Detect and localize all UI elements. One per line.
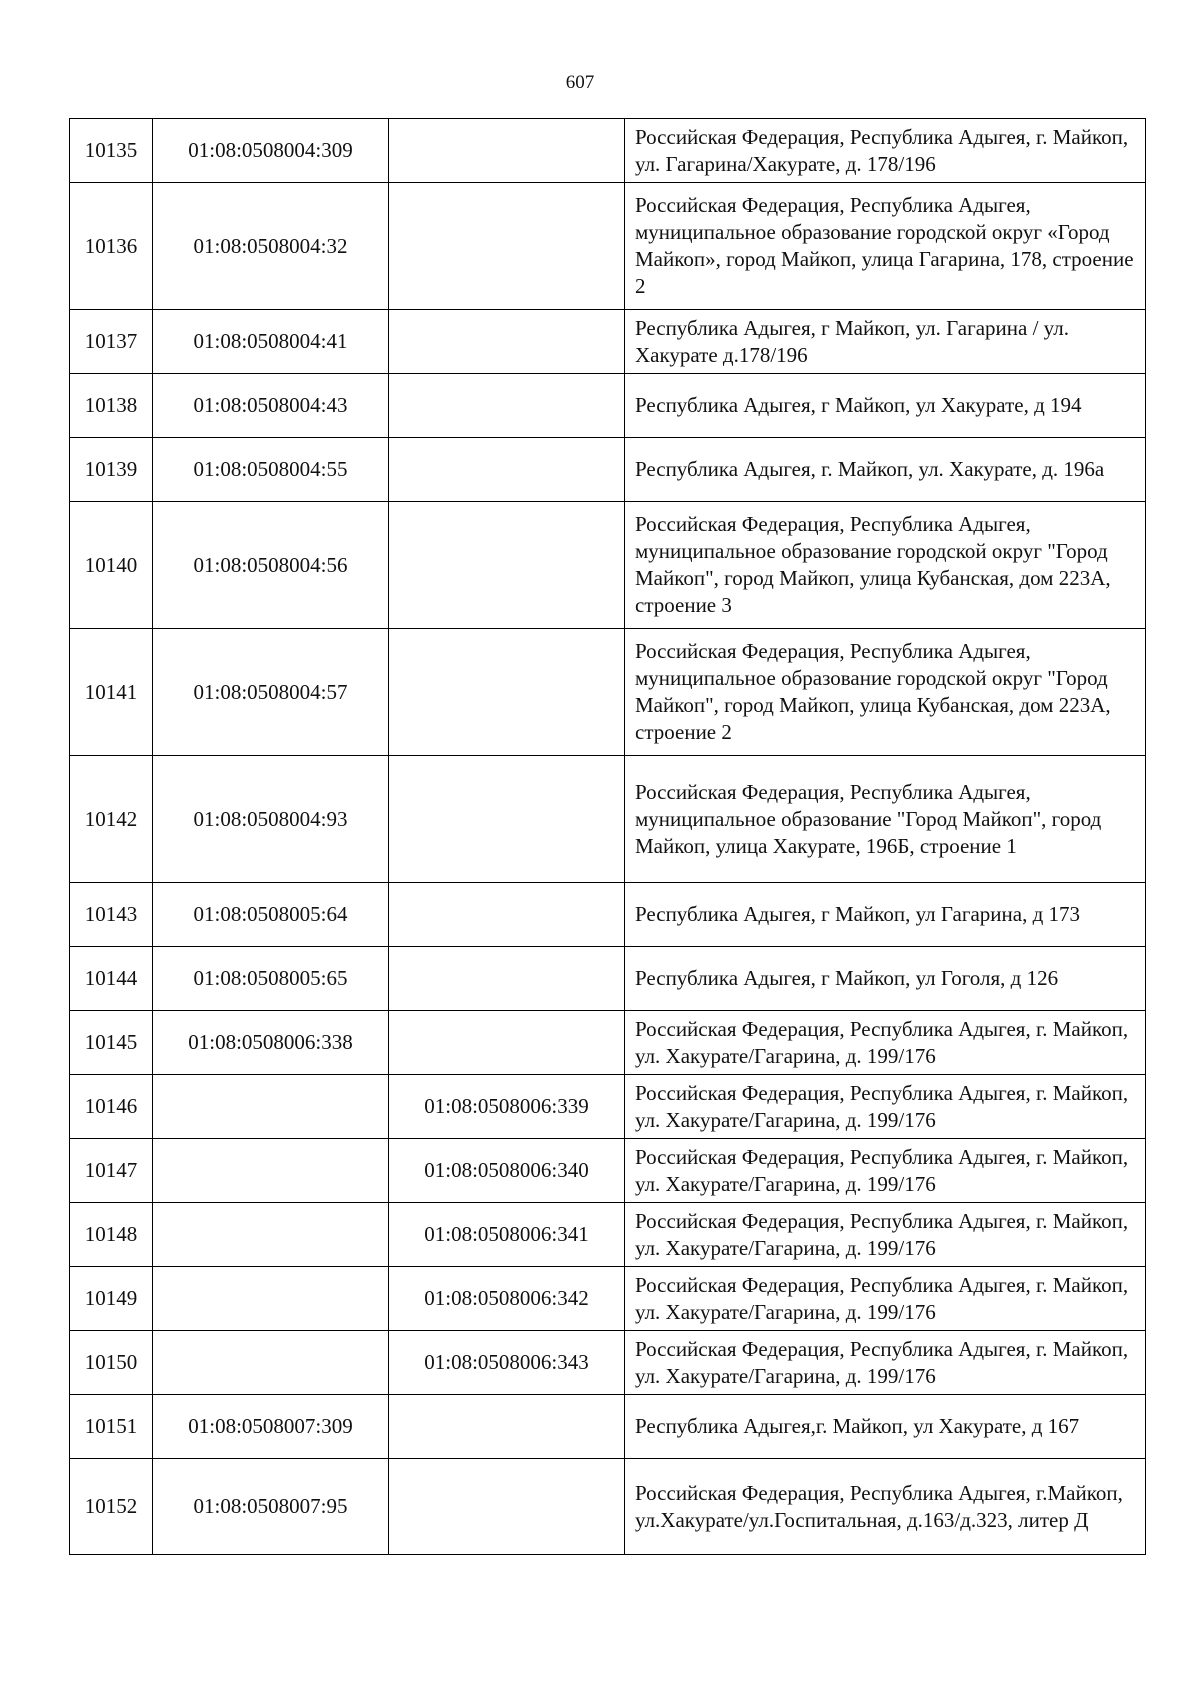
page-number: 607 [565, 72, 595, 93]
parcel-cadastral-number: 01:08:0508005:65 [153, 947, 389, 1011]
building-cadastral-number [389, 502, 625, 629]
row-number: 10144 [70, 947, 153, 1011]
building-cadastral-number [389, 1395, 625, 1459]
address-cell: Республика Адыгея, г Майкоп, ул. Гагарина / ул. Хакурате д.178/196 [625, 310, 1146, 374]
parcel-cadastral-number: 01:08:0508004:93 [153, 756, 389, 883]
parcel-cadastral-number: 01:08:0508006:338 [153, 1011, 389, 1075]
building-cadastral-number [389, 310, 625, 374]
table-row [70, 1075, 1146, 1139]
building-cadastral-number [389, 1459, 625, 1555]
row-number: 10150 [70, 1331, 153, 1395]
building-cadastral-number: 01:08:0508006:341 [389, 1203, 625, 1267]
parcel-cadastral-number: 01:08:0508007:309 [153, 1395, 389, 1459]
parcel-cadastral-number [153, 1331, 389, 1395]
table-row [70, 1139, 1146, 1203]
table-row [70, 947, 1146, 1011]
row-number: 10136 [70, 183, 153, 310]
row-number: 10147 [70, 1139, 153, 1203]
row-number: 10140 [70, 502, 153, 629]
row-number: 10139 [70, 438, 153, 502]
table-row [70, 183, 1146, 310]
row-number: 10141 [70, 629, 153, 756]
address-cell: Российская Федерация, Республика Адыгея, г. Майкоп, ул. Хакурате/Гагарина, д. 199/176 [625, 1331, 1146, 1395]
row-number: 10151 [70, 1395, 153, 1459]
building-cadastral-number: 01:08:0508006:343 [389, 1331, 625, 1395]
table-row [70, 374, 1146, 438]
parcel-cadastral-number: 01:08:0508004:41 [153, 310, 389, 374]
parcel-cadastral-number [153, 1075, 389, 1139]
parcel-cadastral-number: 01:08:0508005:64 [153, 883, 389, 947]
row-number: 10142 [70, 756, 153, 883]
address-cell: Республика Адыгея,г. Майкоп, ул Хакурате, д 167 [625, 1395, 1146, 1459]
building-cadastral-number [389, 883, 625, 947]
table-row [70, 1203, 1146, 1267]
registry-table-body [70, 119, 1146, 1555]
table-row [70, 629, 1146, 756]
table-row [70, 1331, 1146, 1395]
table-row [70, 1011, 1146, 1075]
building-cadastral-number: 01:08:0508006:340 [389, 1139, 625, 1203]
table-row [70, 883, 1146, 947]
address-cell: Российская Федерация, Республика Адыгея, муниципальное образование "Город Майкоп", город Майкоп, улица Хакурате, 196Б, строение 1 [625, 756, 1146, 883]
table-row [70, 119, 1146, 183]
address-cell: Республика Адыгея, г Майкоп, ул Хакурате, д 194 [625, 374, 1146, 438]
address-cell: Российская Федерация, Республика Адыгея, муниципальное образование городской округ "Город Майкоп", город Майкоп, улица Кубанская, дом 223А, строение 3 [625, 502, 1146, 629]
row-number: 10152 [70, 1459, 153, 1555]
row-number: 10148 [70, 1203, 153, 1267]
row-number: 10137 [70, 310, 153, 374]
parcel-cadastral-number: 01:08:0508007:95 [153, 1459, 389, 1555]
row-number: 10138 [70, 374, 153, 438]
registry-table [69, 118, 1146, 1555]
parcel-cadastral-number [153, 1203, 389, 1267]
address-cell: Российская Федерация, Республика Адыгея, муниципальное образование городской округ «Город Майкоп», город Майкоп, улица Гагарина, 178, строение 2 [625, 183, 1146, 310]
address-cell: Республика Адыгея, г Майкоп, ул Гагарина, д 173 [625, 883, 1146, 947]
table-row [70, 502, 1146, 629]
address-cell: Российская Федерация, Республика Адыгея, г. Майкоп, ул. Хакурате/Гагарина, д. 199/176 [625, 1139, 1146, 1203]
building-cadastral-number [389, 1011, 625, 1075]
table-row [70, 1459, 1146, 1555]
parcel-cadastral-number [153, 1267, 389, 1331]
address-cell: Российская Федерация, Республика Адыгея, г. Майкоп, ул. Хакурате/Гагарина, д. 199/176 [625, 1075, 1146, 1139]
address-cell: Российская Федерация, Республика Адыгея, г. Майкоп, ул. Гагарина/Хакурате, д. 178/196 [625, 119, 1146, 183]
building-cadastral-number [389, 438, 625, 502]
row-number: 10143 [70, 883, 153, 947]
parcel-cadastral-number: 01:08:0508004:57 [153, 629, 389, 756]
address-cell: Российская Федерация, Республика Адыгея, муниципальное образование городской округ "Город Майкоп", город Майкоп, улица Кубанская, дом 223А, строение 2 [625, 629, 1146, 756]
parcel-cadastral-number: 01:08:0508004:32 [153, 183, 389, 310]
address-cell: Республика Адыгея, г Майкоп, ул Гоголя, д 126 [625, 947, 1146, 1011]
table-row [70, 1395, 1146, 1459]
address-cell: Российская Федерация, Республика Адыгея, г. Майкоп, ул. Хакурате/Гагарина, д. 199/176 [625, 1203, 1146, 1267]
parcel-cadastral-number [153, 1139, 389, 1203]
parcel-cadastral-number: 01:08:0508004:56 [153, 502, 389, 629]
row-number: 10145 [70, 1011, 153, 1075]
address-cell: Российская Федерация, Республика Адыгея, г. Майкоп, ул. Хакурате/Гагарина, д. 199/176 [625, 1011, 1146, 1075]
address-cell: Российская Федерация, Республика Адыгея, г. Майкоп, ул. Хакурате/Гагарина, д. 199/176 [625, 1267, 1146, 1331]
row-number: 10146 [70, 1075, 153, 1139]
parcel-cadastral-number: 01:08:0508004:55 [153, 438, 389, 502]
address-cell: Республика Адыгея, г. Майкоп, ул. Хакурате, д. 196а [625, 438, 1146, 502]
building-cadastral-number [389, 374, 625, 438]
table-row [70, 756, 1146, 883]
parcel-cadastral-number: 01:08:0508004:309 [153, 119, 389, 183]
building-cadastral-number [389, 119, 625, 183]
building-cadastral-number [389, 947, 625, 1011]
address-cell: Российская Федерация, Республика Адыгея, г.Майкоп, ул.Хакурате/ул.Госпитальная, д.163/д.323, литер Д [625, 1459, 1146, 1555]
row-number: 10149 [70, 1267, 153, 1331]
table-row [70, 438, 1146, 502]
building-cadastral-number [389, 756, 625, 883]
row-number: 10135 [70, 119, 153, 183]
building-cadastral-number: 01:08:0508006:339 [389, 1075, 625, 1139]
building-cadastral-number: 01:08:0508006:342 [389, 1267, 625, 1331]
table-row [70, 1267, 1146, 1331]
building-cadastral-number [389, 629, 625, 756]
building-cadastral-number [389, 183, 625, 310]
parcel-cadastral-number: 01:08:0508004:43 [153, 374, 389, 438]
table-row [70, 310, 1146, 374]
